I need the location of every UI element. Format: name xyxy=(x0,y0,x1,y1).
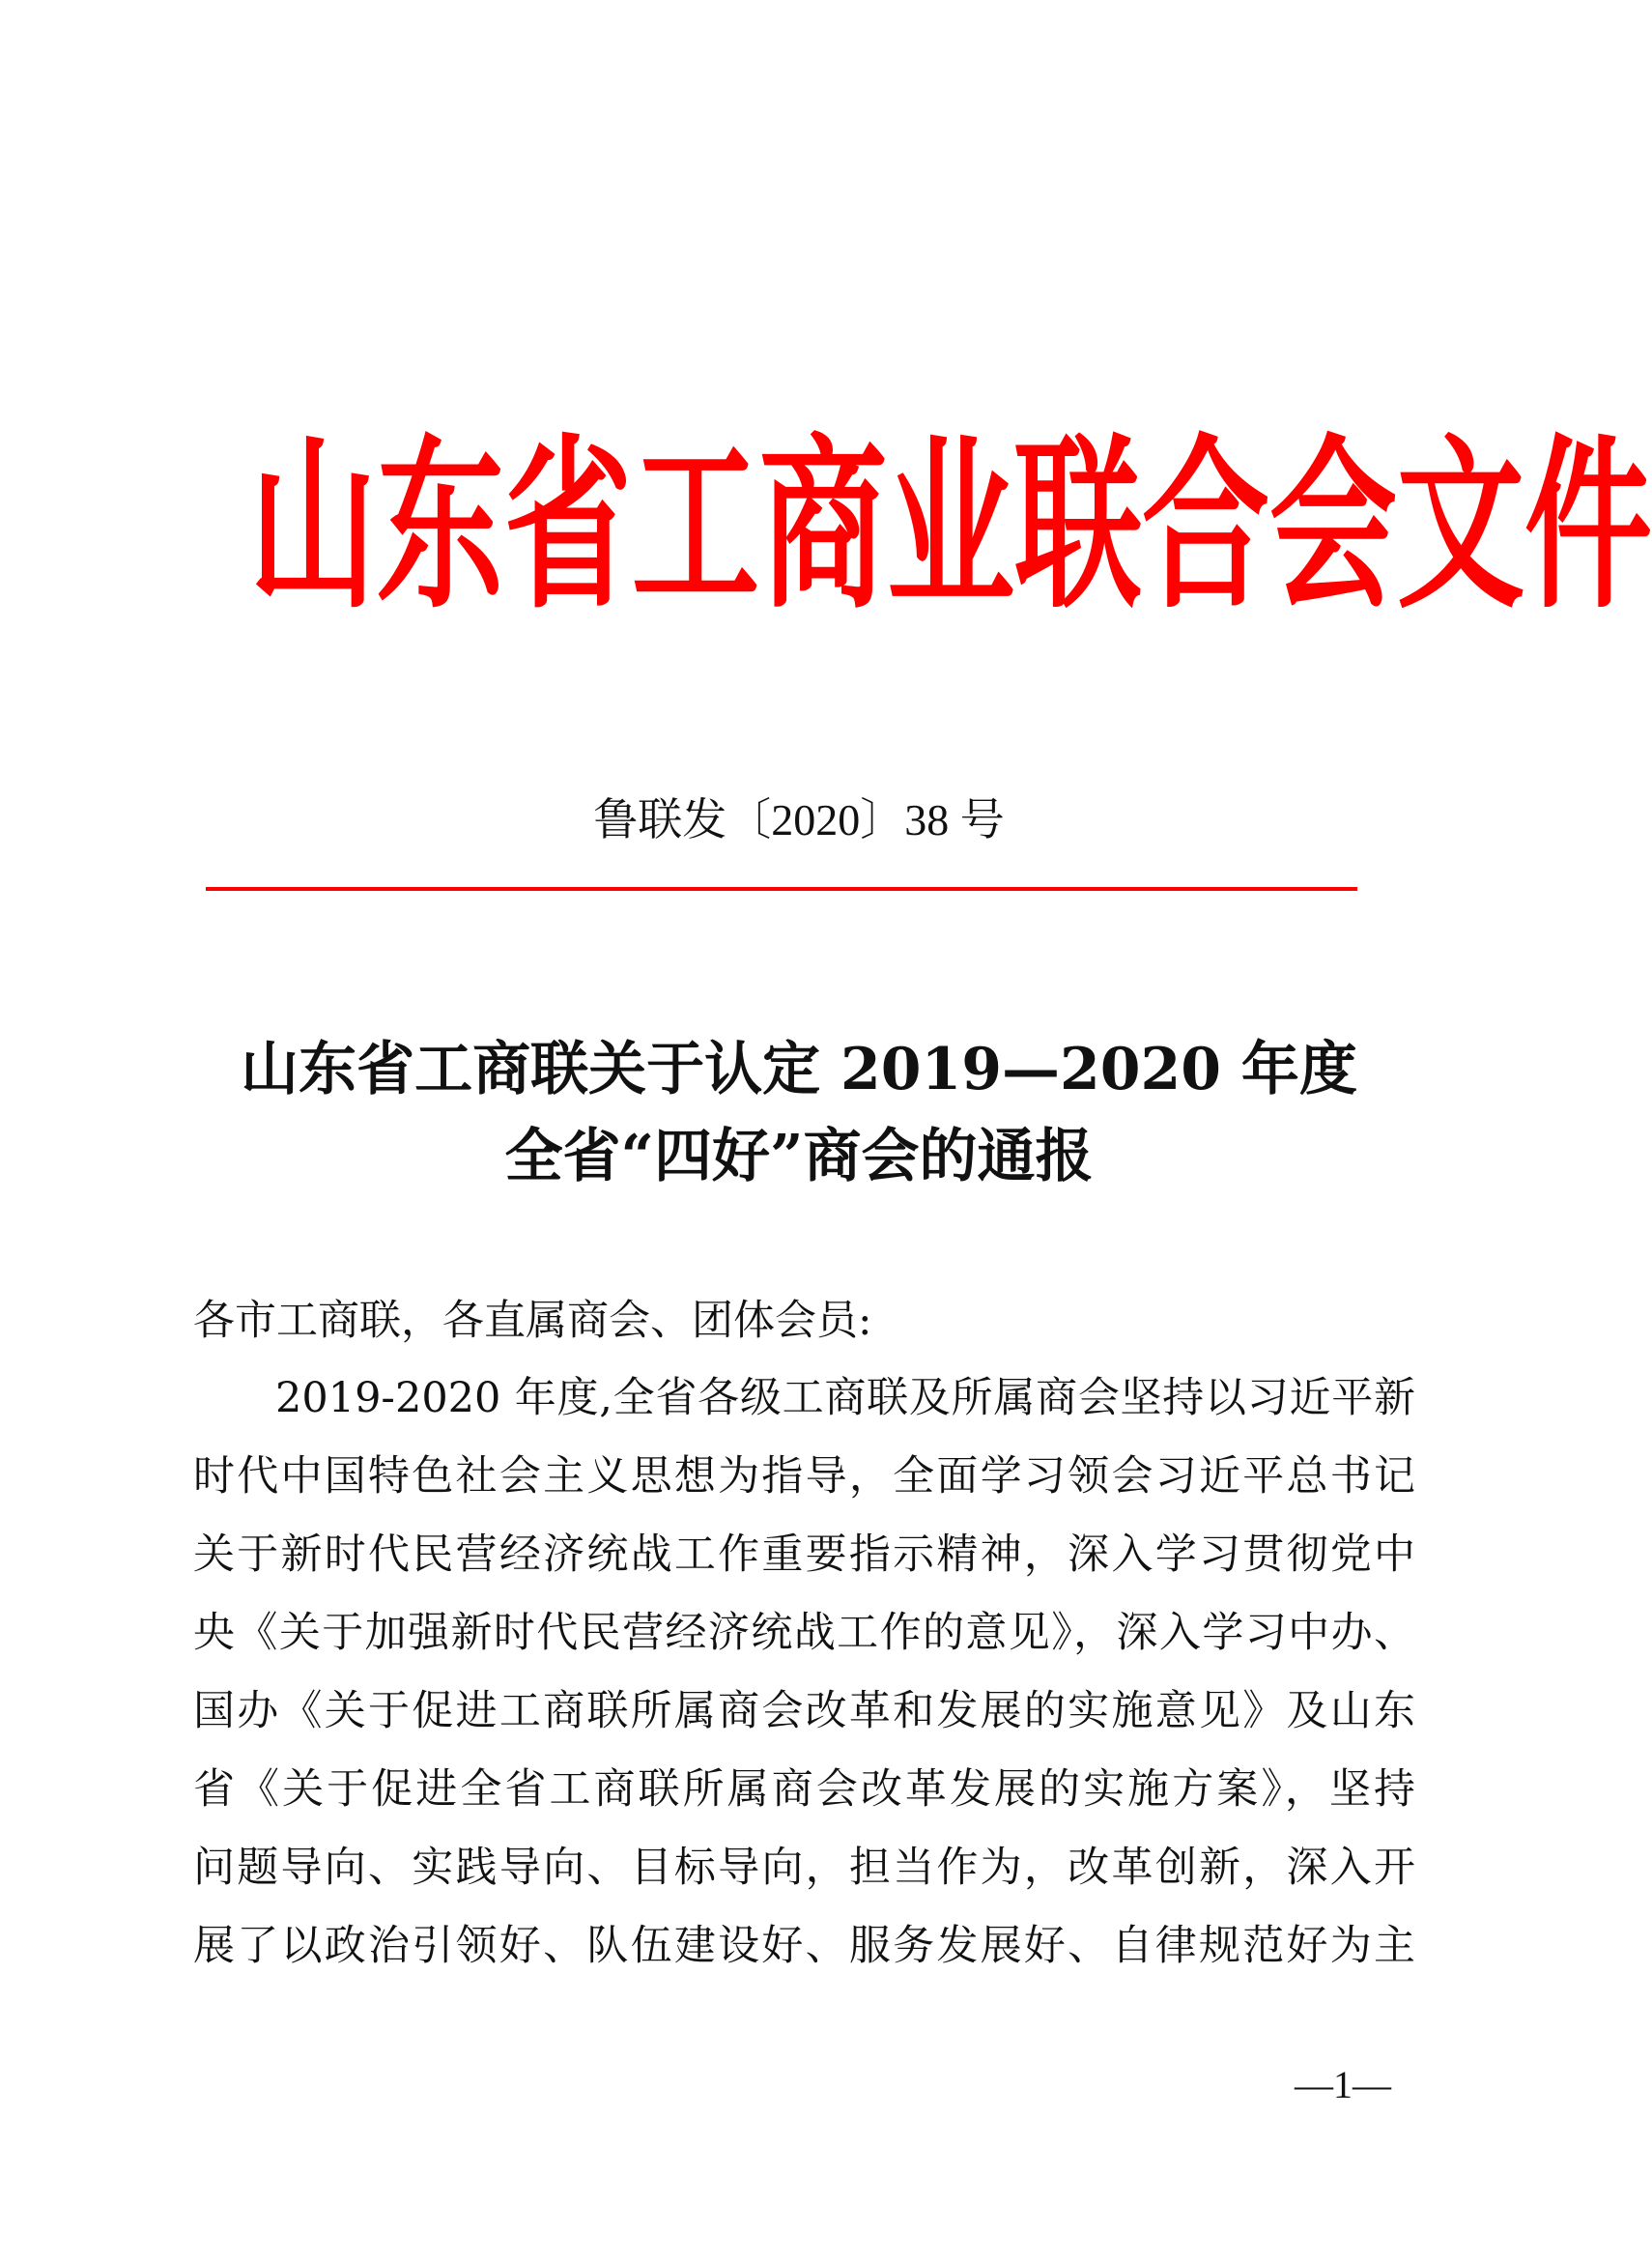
body-line: 国办《关于促进工商联所属商会改革和发展的实施意见》及山东 xyxy=(193,1687,1415,1735)
page-number: —1— xyxy=(1295,2063,1391,2106)
masthead-char: 商 xyxy=(759,416,887,635)
red-separator-line xyxy=(206,887,1357,891)
masthead-char: 联 xyxy=(1014,416,1142,635)
masthead-char: 山 xyxy=(249,416,377,635)
body-line: 2019-2020 年度,全省各级工商联及所属商会坚持以习近平新 xyxy=(275,1374,1415,1422)
notice-title-line-2: 全省“四好”商会的通报 xyxy=(504,1123,1094,1190)
body-line: 关于新时代民营经济统战工作重要指示精神，深入学习贯彻党中 xyxy=(193,1531,1415,1579)
masthead-char: 会 xyxy=(1269,416,1397,635)
body-line: 时代中国特色社会主义思想为指导，全面学习领会习近平总书记 xyxy=(193,1452,1415,1501)
masthead-char: 业 xyxy=(887,416,1014,635)
masthead-char: 件 xyxy=(1524,416,1652,635)
body-line: 问题导向、实践导向、目标导向，担当作为，改革创新，深入开 xyxy=(193,1844,1415,1892)
body-line: 展了以政治引领好、队伍建设好、服务发展好、自律规范好为主 xyxy=(193,1922,1415,1970)
salutation: 各市工商联，各直属商会、团体会员: xyxy=(193,1297,872,1345)
body-line: 省《关于促进全省工商联所属商会改革发展的实施方案》，坚持 xyxy=(193,1765,1415,1814)
masthead-char: 工 xyxy=(632,416,759,635)
masthead-char: 合 xyxy=(1142,416,1269,635)
body-line: 央《关于加强新时代民营经济统战工作的意见》，深入学习中办、 xyxy=(193,1609,1415,1657)
notice-title-line-1: 山东省工商联关于认定 2019—2020 年度 xyxy=(241,1036,1357,1103)
masthead-char: 东 xyxy=(377,416,504,635)
masthead-char: 省 xyxy=(504,416,632,635)
masthead-title xyxy=(249,416,1652,635)
masthead-char: 文 xyxy=(1397,416,1524,635)
document-number: 鲁联发〔2020〕38 号 xyxy=(593,795,1005,844)
